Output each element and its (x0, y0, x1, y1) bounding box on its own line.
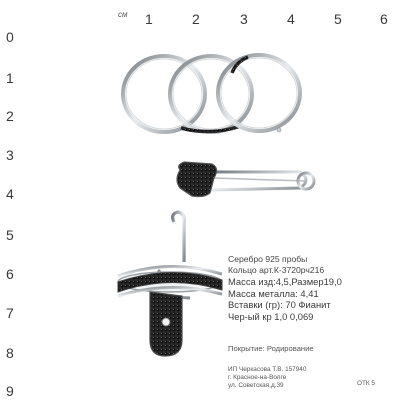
spec-line-metal: Серебро 925 пробы (228, 254, 308, 264)
maker-line: г. Красное-на-Волге (228, 374, 287, 382)
product-spec (228, 254, 394, 322)
ring-left (123, 56, 205, 132)
spec-line-black-cz: Чер-ый кр 1,0 0,069 (228, 310, 314, 322)
ring-left-inner (126, 59, 202, 129)
stacked-rings-photo (123, 55, 300, 132)
ruler-left-tick: 0 (6, 29, 14, 45)
ruler-top-tick: 5 (334, 11, 342, 27)
maker-line: ИП Черкасова Т.В. 157940 (228, 366, 307, 373)
spec-line-metal-weight: Масса металла: 4,41 (228, 287, 319, 299)
ring-right (218, 55, 300, 131)
ruler-left-tick: 2 (6, 108, 14, 124)
ruler-left-tick: 6 (6, 266, 14, 282)
ruler-top-tick: 6 (380, 11, 388, 27)
ruler-unit-label: см (118, 10, 128, 19)
ruler-left-tick: 3 (6, 147, 14, 163)
ring-middle-inner (173, 59, 249, 129)
ruler-left-tick: 7 (6, 305, 14, 321)
safety-pin-charm-photo (177, 162, 314, 197)
ruler-left-tick: 8 (6, 345, 14, 361)
ruler-top-tick: 1 (145, 11, 153, 27)
ruler-left-tick: 1 (6, 70, 14, 86)
spec-line-article: Кольцо арт.К-3720рч216 (228, 265, 325, 275)
spec-coating: Покрытие: Родирование (228, 344, 314, 353)
ruler-top-tick: 3 (240, 11, 248, 27)
ring-with-pin-photo (118, 212, 222, 356)
qc-stamp: ОТК 5 (357, 380, 375, 387)
ruler-left-tick: 9 (6, 383, 14, 399)
ruler-left-tick: 5 (6, 227, 14, 243)
ruler-top-tick: 2 (192, 11, 200, 27)
spec-line-inserts: Вставки (гр): 70 Фианит (228, 299, 331, 311)
ruler-left-tick: 4 (6, 186, 14, 202)
ruler-top-tick: 4 (287, 11, 295, 27)
manufacturer-info (228, 366, 306, 391)
maker-line: ул. Советская,д.39 (228, 382, 284, 390)
spec-line-weight-size: Масса изд:4,5,Размер19,0 (228, 276, 342, 287)
ring-middle (170, 56, 252, 132)
